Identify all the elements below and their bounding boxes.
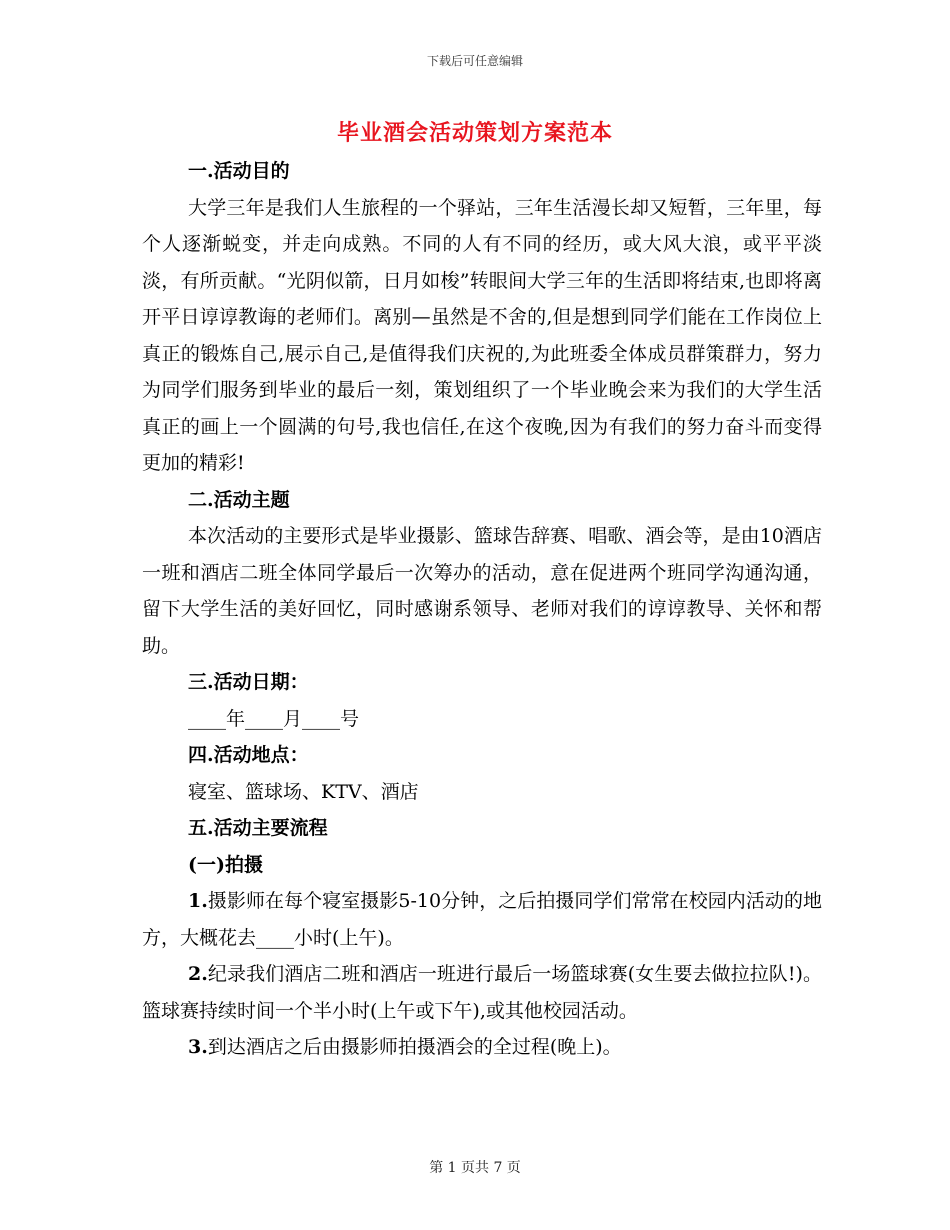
section-3-heading: 三.活动日期： xyxy=(188,671,309,693)
page-footer: 第 1 页共 7 页 xyxy=(429,1160,521,1176)
item-3-text: 到达酒店之后由摄影师拍摄酒会的全过程(晚上)。 xyxy=(207,1036,622,1058)
item-2-number: 2. xyxy=(188,963,208,985)
section-4-heading: 四.活动地点： xyxy=(188,744,309,766)
section-2-body: 本次活动的主要形式是毕业摄影、篮球告辞赛、唱歌、酒会等，是由10酒店一班和酒店二班全体同学最后一次筹办的活动，意在促进两个班同学沟通沟通，留下大学生活的美好回忆，同时感谢系领导、老师对我们的谆谆教导、关怀和帮助。 xyxy=(142,525,822,657)
section-3-date-blank: ____年____月____号 xyxy=(188,707,360,730)
section-1-body: 大学三年是我们人生旅程的一个驿站，三年生活漫长却又短暂，三年里，每个人逐渐蜕变，并走向成熟。不同的人有不同的经历，或大风大浪，或平平淡淡，有所贡献。“光阴似箭，日月如梭”转眼间大学三年的生活即将结束,也即将离开平日谆谆教诲的老师们。离别—虽然是不舍的,但是想到同学们能在工作岗位上真正的锻炼自己,展示自己,是值得我们庆祝的,为此班委全体成员群策群力，努力为同学们服务到毕业的最后一刻，策划组织了一个毕业晚会来为我们的大学生活真正的画上一个圆满的句号,我也信任,在这个夜晚,因为有我们的努力奋斗而变得更加的精彩! xyxy=(142,196,822,474)
section-4-locations: 寝室、篮球场、KTV、酒店 xyxy=(188,780,419,803)
item-3-number: 3. xyxy=(188,1036,208,1058)
page-header: 下载后可任意编辑 xyxy=(426,54,523,68)
list-item xyxy=(142,956,822,1029)
list-item xyxy=(142,1029,822,1066)
section-2-heading: 二.活动主题 xyxy=(188,488,290,511)
document-body xyxy=(142,153,822,1066)
document-title: 毕业酒会活动策划方案范本 xyxy=(336,120,613,146)
section-5-subheading-photo: (一)拍摄 xyxy=(188,853,263,876)
item-1-text: 摄影师在每个寝室摄影5-10分钟，之后拍摄同学们常常在校园内活动的地方，大概花去____小时(上午)。 xyxy=(142,890,822,949)
list-item xyxy=(142,883,822,956)
item-1-number: 1. xyxy=(188,890,208,912)
section-5-heading: 五.活动主要流程 xyxy=(188,817,328,839)
item-2-text: 纪录我们酒店二班和酒店一班进行最后一场篮球赛(女生要去做拉拉队!)。篮球赛持续时间一个半小时(上午或下午),或其他校园活动。 xyxy=(142,963,822,1022)
section-1-heading: 一.活动目的 xyxy=(188,160,290,182)
